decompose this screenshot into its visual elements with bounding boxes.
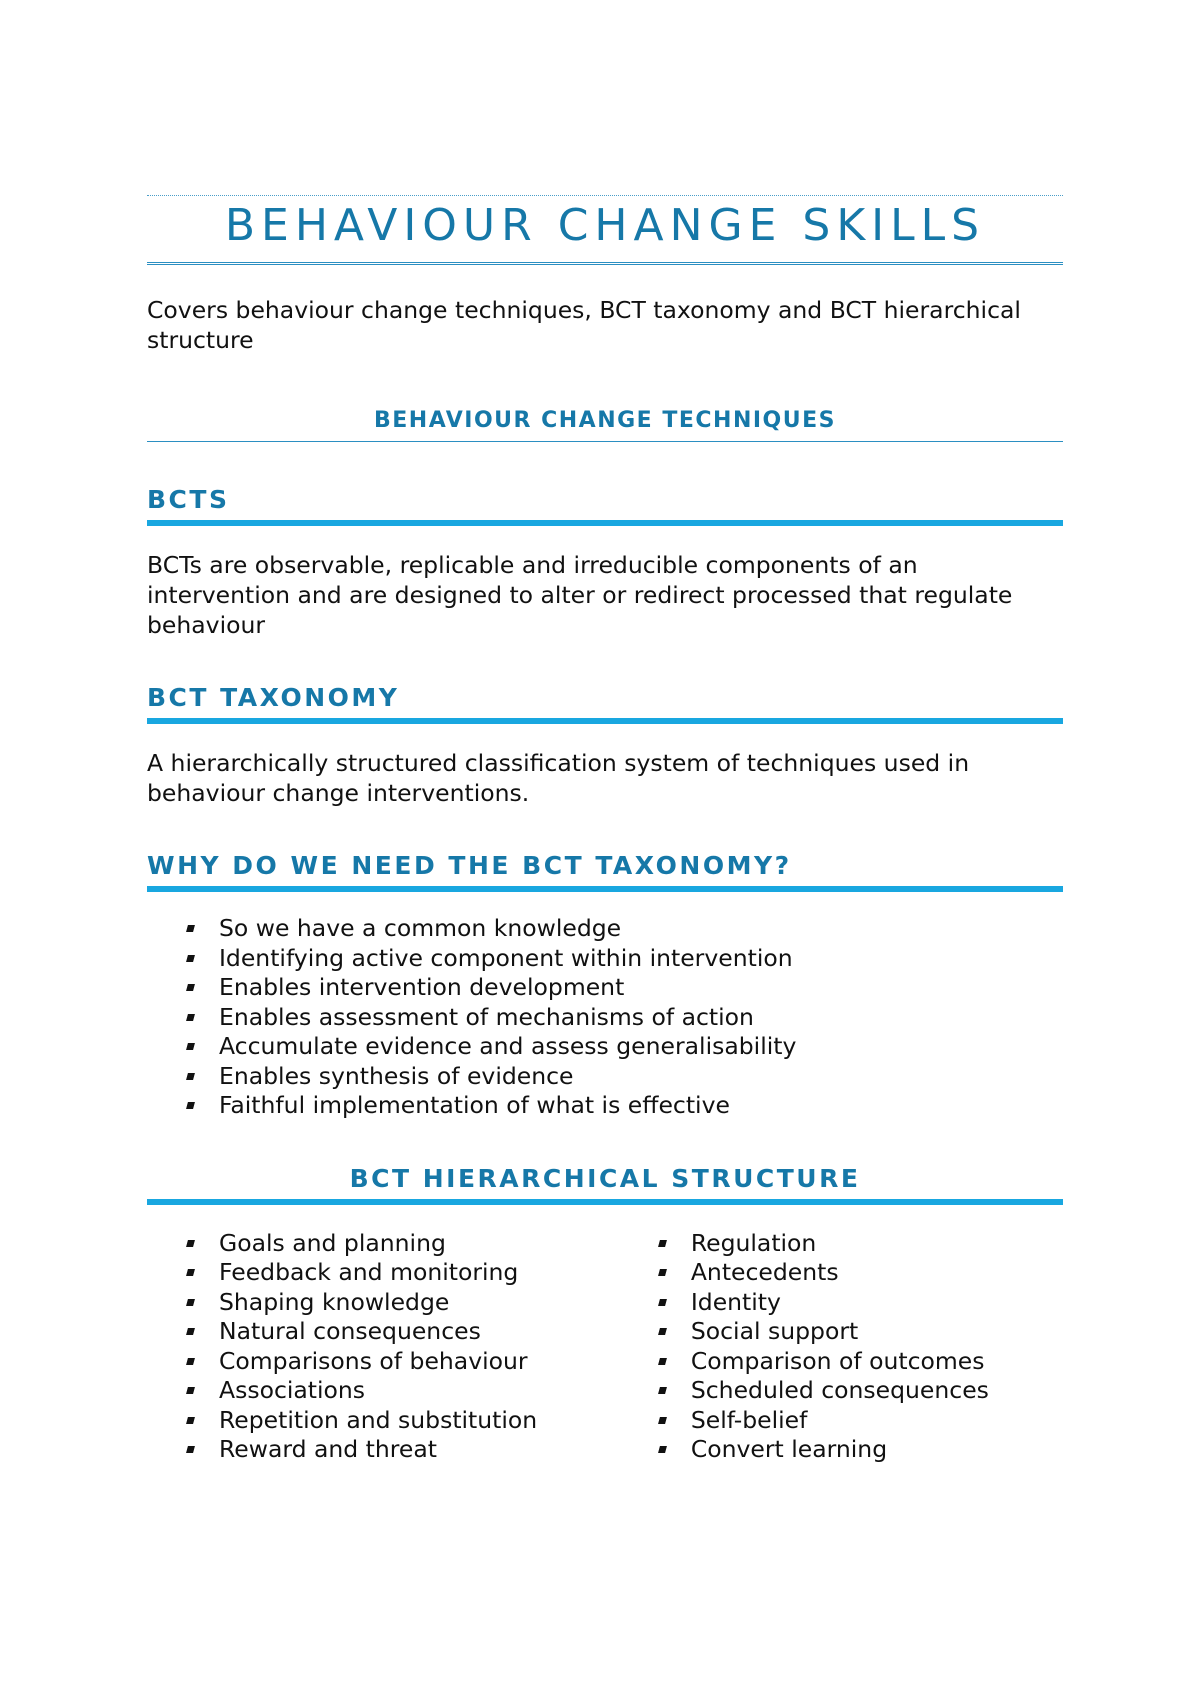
- subheading-techniques: BEHAVIOUR CHANGE TECHNIQUES: [147, 407, 1063, 442]
- bullet-icon: [186, 1269, 195, 1276]
- taxonomy-definition: A hierarchically structured classification system of techniques used in behaviour change interventions.: [147, 749, 970, 807]
- intro-text: Covers behaviour change techniques, BCT taxonomy and BCT hierarchical structure: [147, 296, 1021, 354]
- list-item: Accumulate evidence and assess generalisability: [187, 1032, 1063, 1062]
- list-item: Faithful implementation of what is effective: [187, 1091, 1063, 1121]
- list-item: Feedback and monitoring: [187, 1258, 625, 1288]
- list-item: Social support: [659, 1317, 1063, 1347]
- bullet-icon: [186, 1417, 195, 1424]
- bullet-icon: [186, 1446, 195, 1453]
- list-item: So we have a common knowledge: [187, 914, 1063, 944]
- bullet-icon: [186, 1014, 195, 1021]
- list-item: Regulation: [659, 1229, 1063, 1259]
- hierarchy-list-right: [625, 1229, 1063, 1465]
- bullet-icon: [658, 1387, 667, 1394]
- bullet-icon: [186, 955, 195, 962]
- bullet-icon: [658, 1269, 667, 1276]
- heading-hierarchical-structure: BCT HIERARCHICAL STRUCTURE: [147, 1163, 1063, 1205]
- bullet-icon: [658, 1446, 667, 1453]
- bullet-icon: [658, 1299, 667, 1306]
- list-item: Antecedents: [659, 1258, 1063, 1288]
- bullet-icon: [186, 1043, 195, 1050]
- title-bottom-rule: [147, 262, 1063, 265]
- list-item: Convert learning: [659, 1435, 1063, 1465]
- document-page: [147, 195, 1063, 1465]
- hierarchy-list-left: [147, 1229, 625, 1465]
- list-item: Natural consequences: [187, 1317, 625, 1347]
- list-item: Scheduled consequences: [659, 1376, 1063, 1406]
- bullet-icon: [186, 925, 195, 932]
- bullet-icon: [186, 1102, 195, 1109]
- bullet-icon: [186, 1299, 195, 1306]
- bullet-icon: [186, 984, 195, 991]
- list-item: Goals and planning: [187, 1229, 625, 1259]
- list-item: Enables synthesis of evidence: [187, 1062, 1063, 1092]
- bullet-icon: [658, 1328, 667, 1335]
- bullet-icon: [186, 1073, 195, 1080]
- why-list: [147, 914, 1063, 1121]
- bullet-icon: [658, 1358, 667, 1365]
- list-item: Enables intervention development: [187, 973, 1063, 1003]
- list-item: Reward and threat: [187, 1435, 625, 1465]
- bullet-icon: [658, 1240, 667, 1247]
- heading-why-taxonomy: WHY DO WE NEED THE BCT TAXONOMY?: [147, 850, 1063, 892]
- heading-bcts: BCTS: [147, 484, 1063, 526]
- bullet-icon: [186, 1328, 195, 1335]
- list-item: Associations: [187, 1376, 625, 1406]
- bcts-definition: BCTs are observable, replicable and irreducible components of an intervention and are designed to alter or redirect processed that regulate behaviour: [147, 551, 1013, 639]
- bullet-icon: [186, 1358, 195, 1365]
- document-title: BEHAVIOUR CHANGE SKILLS: [224, 200, 986, 251]
- list-item: Comparisons of behaviour: [187, 1347, 625, 1377]
- list-item: Identity: [659, 1288, 1063, 1318]
- bullet-icon: [186, 1387, 195, 1394]
- hierarchy-columns: [147, 1205, 1063, 1465]
- heading-bct-taxonomy: BCT TAXONOMY: [147, 682, 1063, 724]
- list-item: Identifying active component within intervention: [187, 944, 1063, 974]
- list-item: Repetition and substitution: [187, 1406, 625, 1436]
- list-item: Comparison of outcomes: [659, 1347, 1063, 1377]
- list-item: Enables assessment of mechanisms of action: [187, 1003, 1063, 1033]
- list-item: Self-belief: [659, 1406, 1063, 1436]
- bullet-icon: [658, 1417, 667, 1424]
- list-item: Shaping knowledge: [187, 1288, 625, 1318]
- bullet-icon: [186, 1240, 195, 1247]
